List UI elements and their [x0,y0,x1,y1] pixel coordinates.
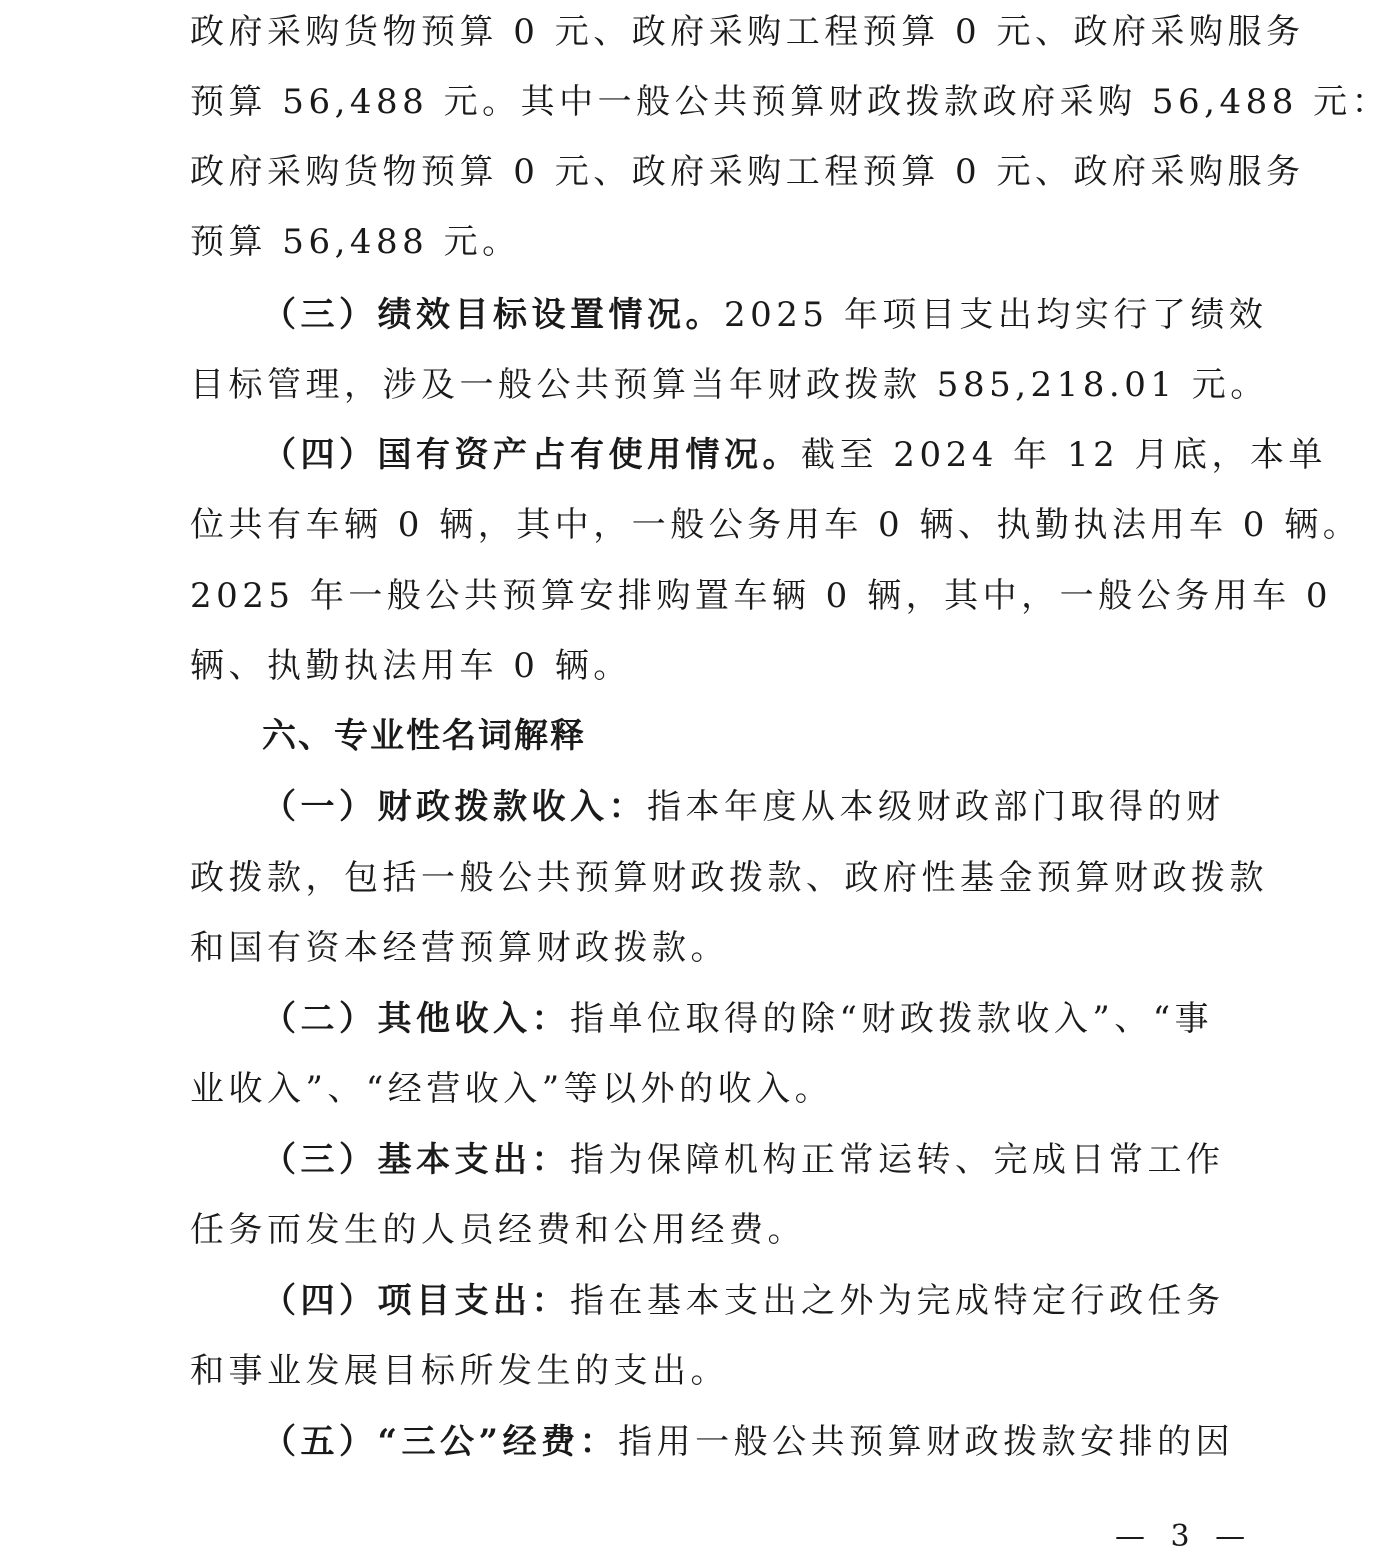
body-line: 辆、执勤执法用车 0 辆。 [190,646,632,686]
body-line: 和事业发展目标所发生的支出。 [190,1351,729,1391]
section-text: 截至 2024 年 12 月底，本单 [801,435,1328,475]
body-line: 预算 56,488 元。 [190,222,521,262]
term-definition: 指在基本支出之外为完成特定行政任务 [570,1281,1225,1321]
body-line: 2025 年一般公共预算安排购置车辆 0 辆，其中，一般公务用车 0 [190,576,1333,616]
section-label: （三）绩效目标设置情况。 [262,295,724,335]
body-line: 预算 56,488 元。其中一般公共预算财政拨款政府采购 56,488 元： [190,82,1391,122]
term-other-income [262,994,1322,1044]
term-definition: 指为保障机构正常运转、完成日常工作 [570,1140,1225,1180]
section-heading: 六、专业性名词解释 [262,716,586,756]
body-line: 政拨款，包括一般公共预算财政拨款、政府性基金预算财政拨款 [190,858,1268,898]
term-project-expenditure [262,1276,1322,1326]
term-definition: 指单位取得的除“财政拨款收入”、“事 [570,999,1214,1039]
body-line: 任务而发生的人员经费和公用经费。 [190,1210,806,1250]
term-label: （一）财政拨款收入： [262,787,647,827]
body-line: 政府采购货物预算 0 元、政府采购工程预算 0 元、政府采购服务 [190,12,1305,52]
body-line: 目标管理，涉及一般公共预算当年财政拨款 585,218.01 元。 [190,365,1269,405]
term-label: （三）基本支出： [262,1140,570,1180]
term-label: （五）“三公”经费： [262,1422,619,1462]
term-label: （四）项目支出： [262,1281,570,1321]
term-definition: 指用一般公共预算财政拨款安排的因 [618,1422,1235,1462]
page-number: — 3 — [1115,1519,1254,1554]
body-line: 位共有车辆 0 辆，其中，一般公务用车 0 辆、执勤执法用车 0 辆。 [190,505,1362,545]
term-three-public-expenses [262,1417,1322,1467]
body-line: 政府采购货物预算 0 元、政府采购工程预算 0 元、政府采购服务 [190,152,1305,192]
section-paragraph-performance-targets [262,290,1322,340]
body-line: 和国有资本经营预算财政拨款。 [190,928,729,968]
section-text: 2025 年项目支出均实行了绩效 [724,295,1268,335]
body-line: 业收入”、“经营收入”等以外的收入。 [190,1069,834,1109]
section-paragraph-state-assets [262,430,1328,480]
term-basic-expenditure [262,1135,1322,1185]
term-definition: 指本年度从本级财政部门取得的财 [647,787,1225,827]
term-fiscal-appropriation-income [262,782,1322,832]
section-label: （四）国有资产占有使用情况。 [262,435,801,475]
term-label: （二）其他收入： [262,999,570,1039]
